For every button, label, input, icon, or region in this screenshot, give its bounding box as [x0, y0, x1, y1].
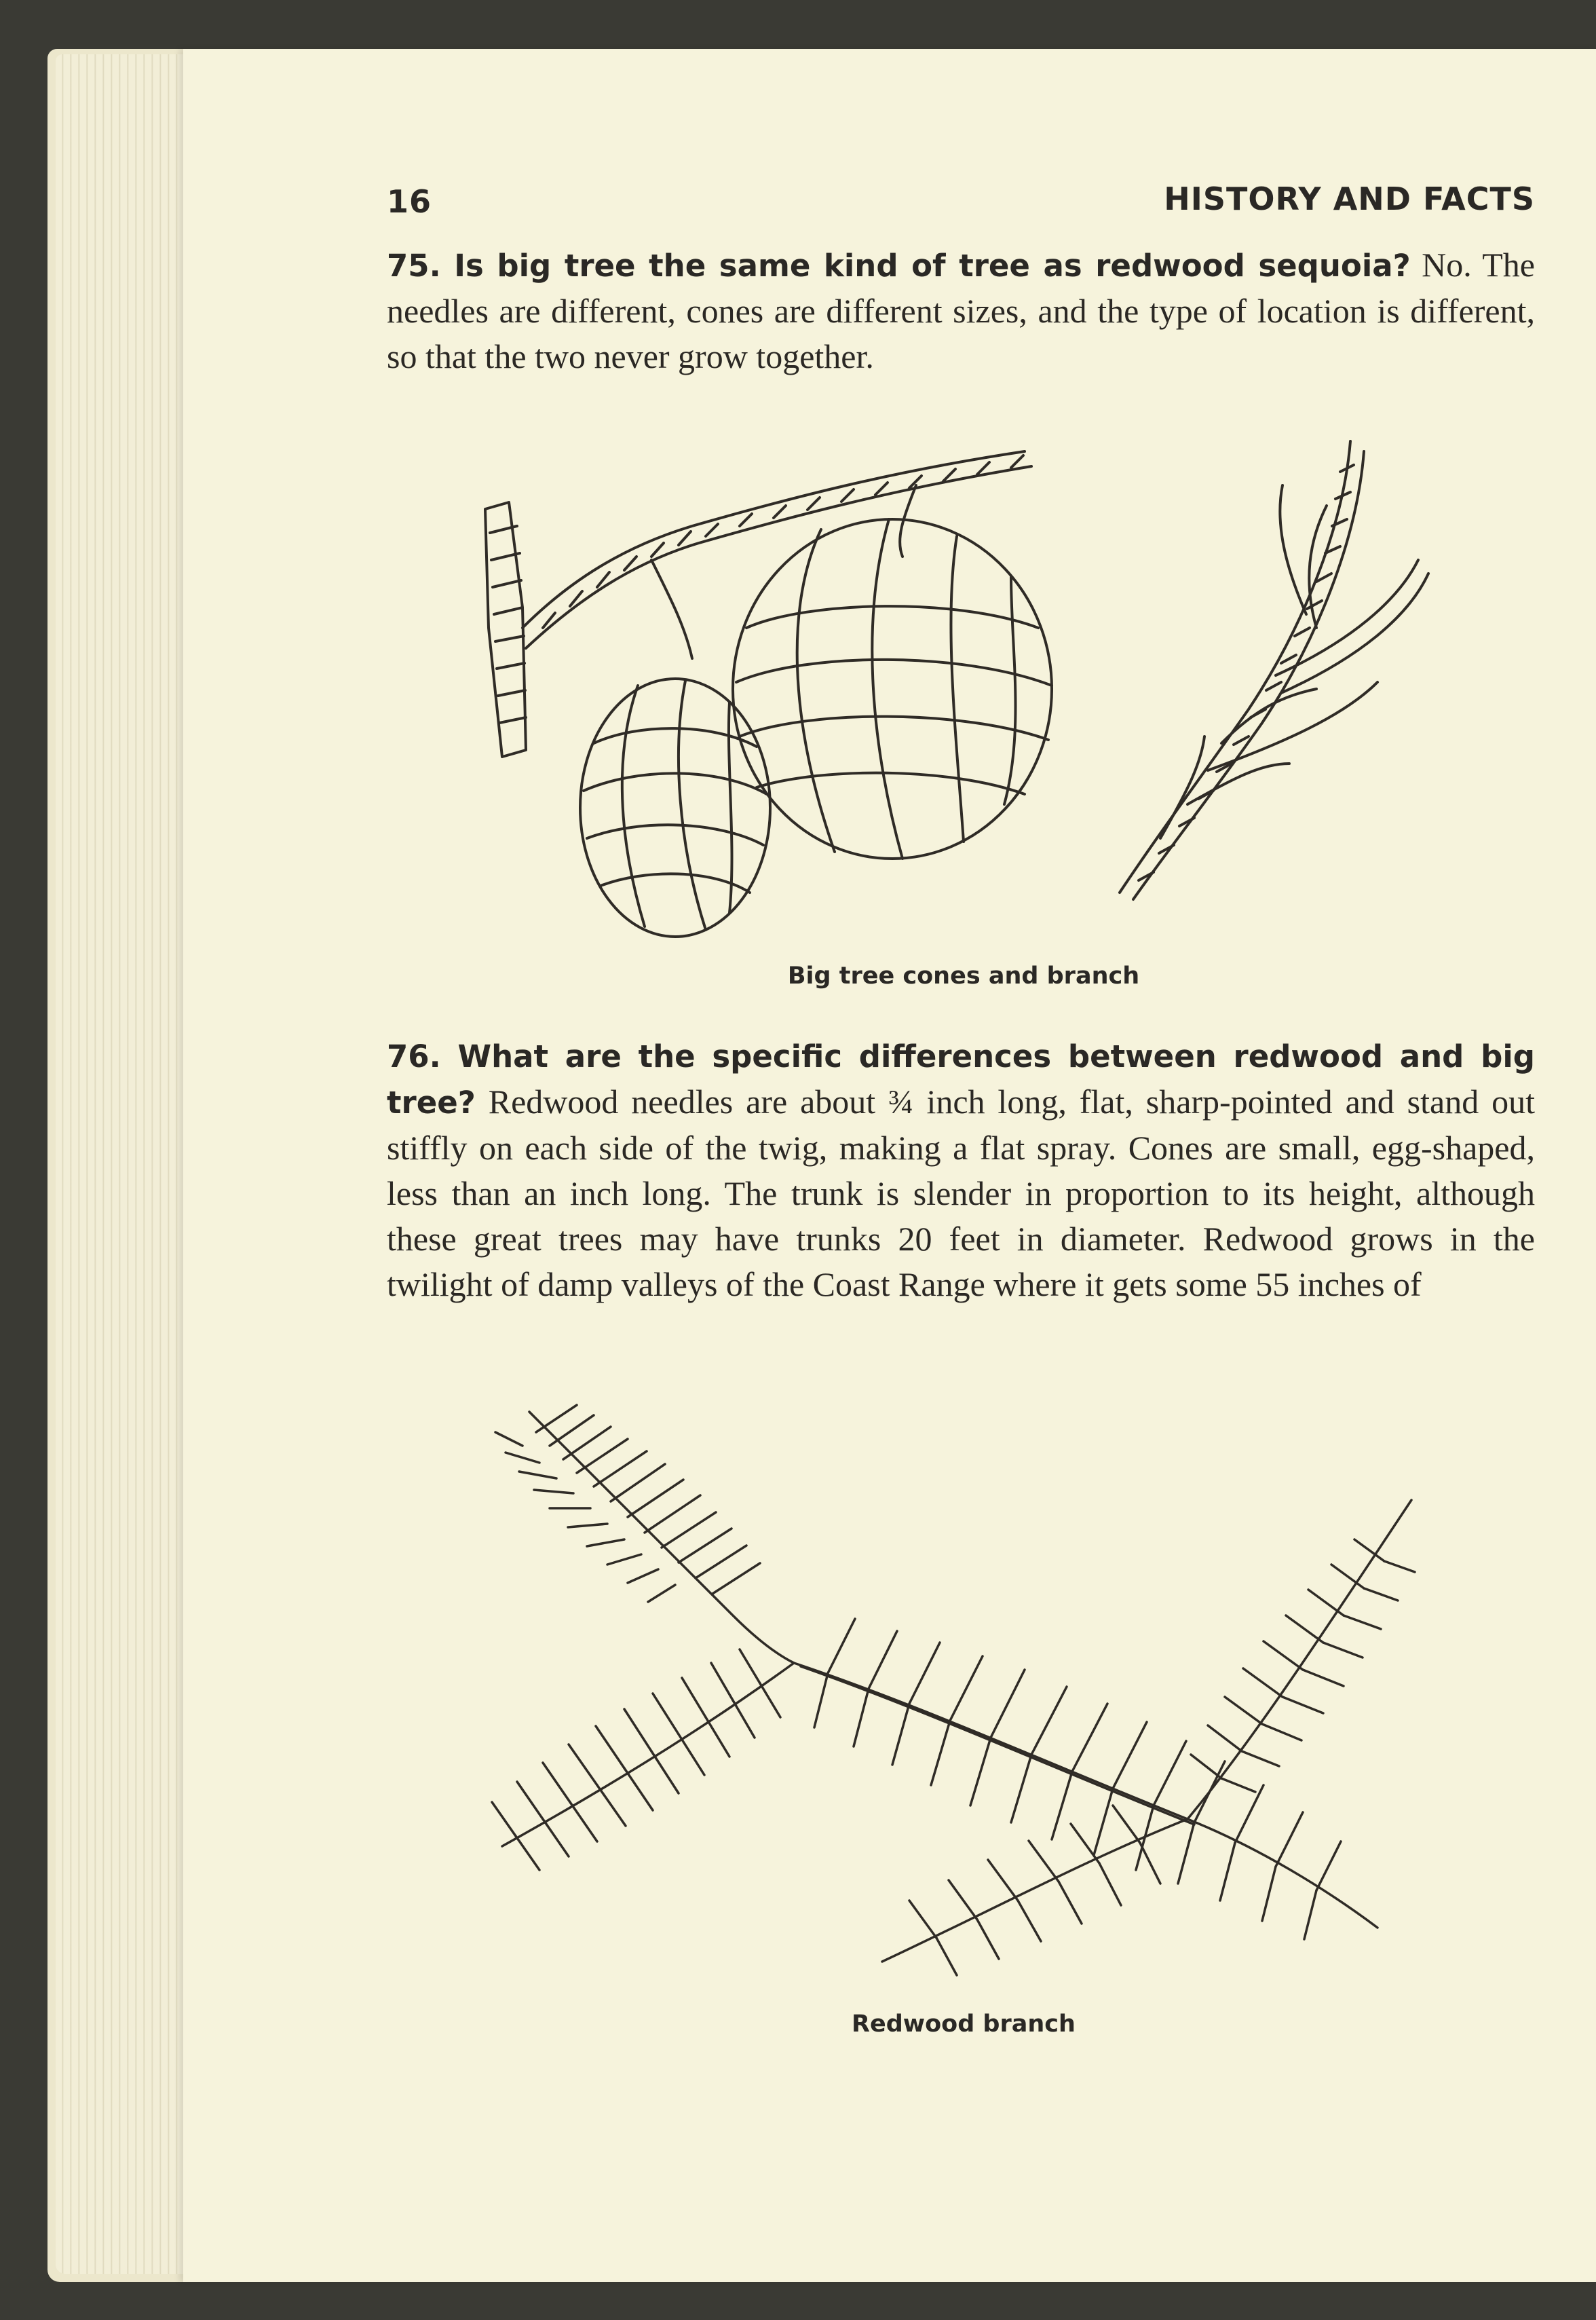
figure-caption-redwood: Redwood branch	[852, 2010, 1076, 2038]
page-stack-lines	[56, 54, 205, 2274]
question-75	[387, 242, 1535, 379]
question-76	[387, 1033, 1535, 1307]
question-76-heading: 76. What are the specific differences between redwood and big tree?	[387, 1039, 1535, 1121]
figure-caption-big-tree: Big tree cones and branch	[787, 962, 1140, 990]
redwood-branch-illustration	[475, 1398, 1466, 1996]
question-75-heading: 75. Is big tree the same kind of tree as redwood sequoia?	[387, 248, 1411, 284]
page-number: 16	[387, 183, 432, 220]
question-76-answer: Redwood needles are about ¾ inch long, flat, sharp-pointed and stand out stiffly on each side of the twig, making a flat spray. Cones are small, egg-shaped, less than an inch long. The trunk is slender in proportion to its height, although these great trees may have trunks 20 feet in diameter. Redwood grows in the twilight of damp valleys of the Coast Range where it gets some 55 inches of	[387, 1083, 1535, 1303]
running-head: HISTORY AND FACTS	[1164, 181, 1535, 217]
big-tree-cones-branch-illustration	[468, 424, 1445, 954]
question-75-answer: No. The needles are different, cones are different sizes, and the type of location is different, so that the two never grow together.	[387, 246, 1535, 375]
